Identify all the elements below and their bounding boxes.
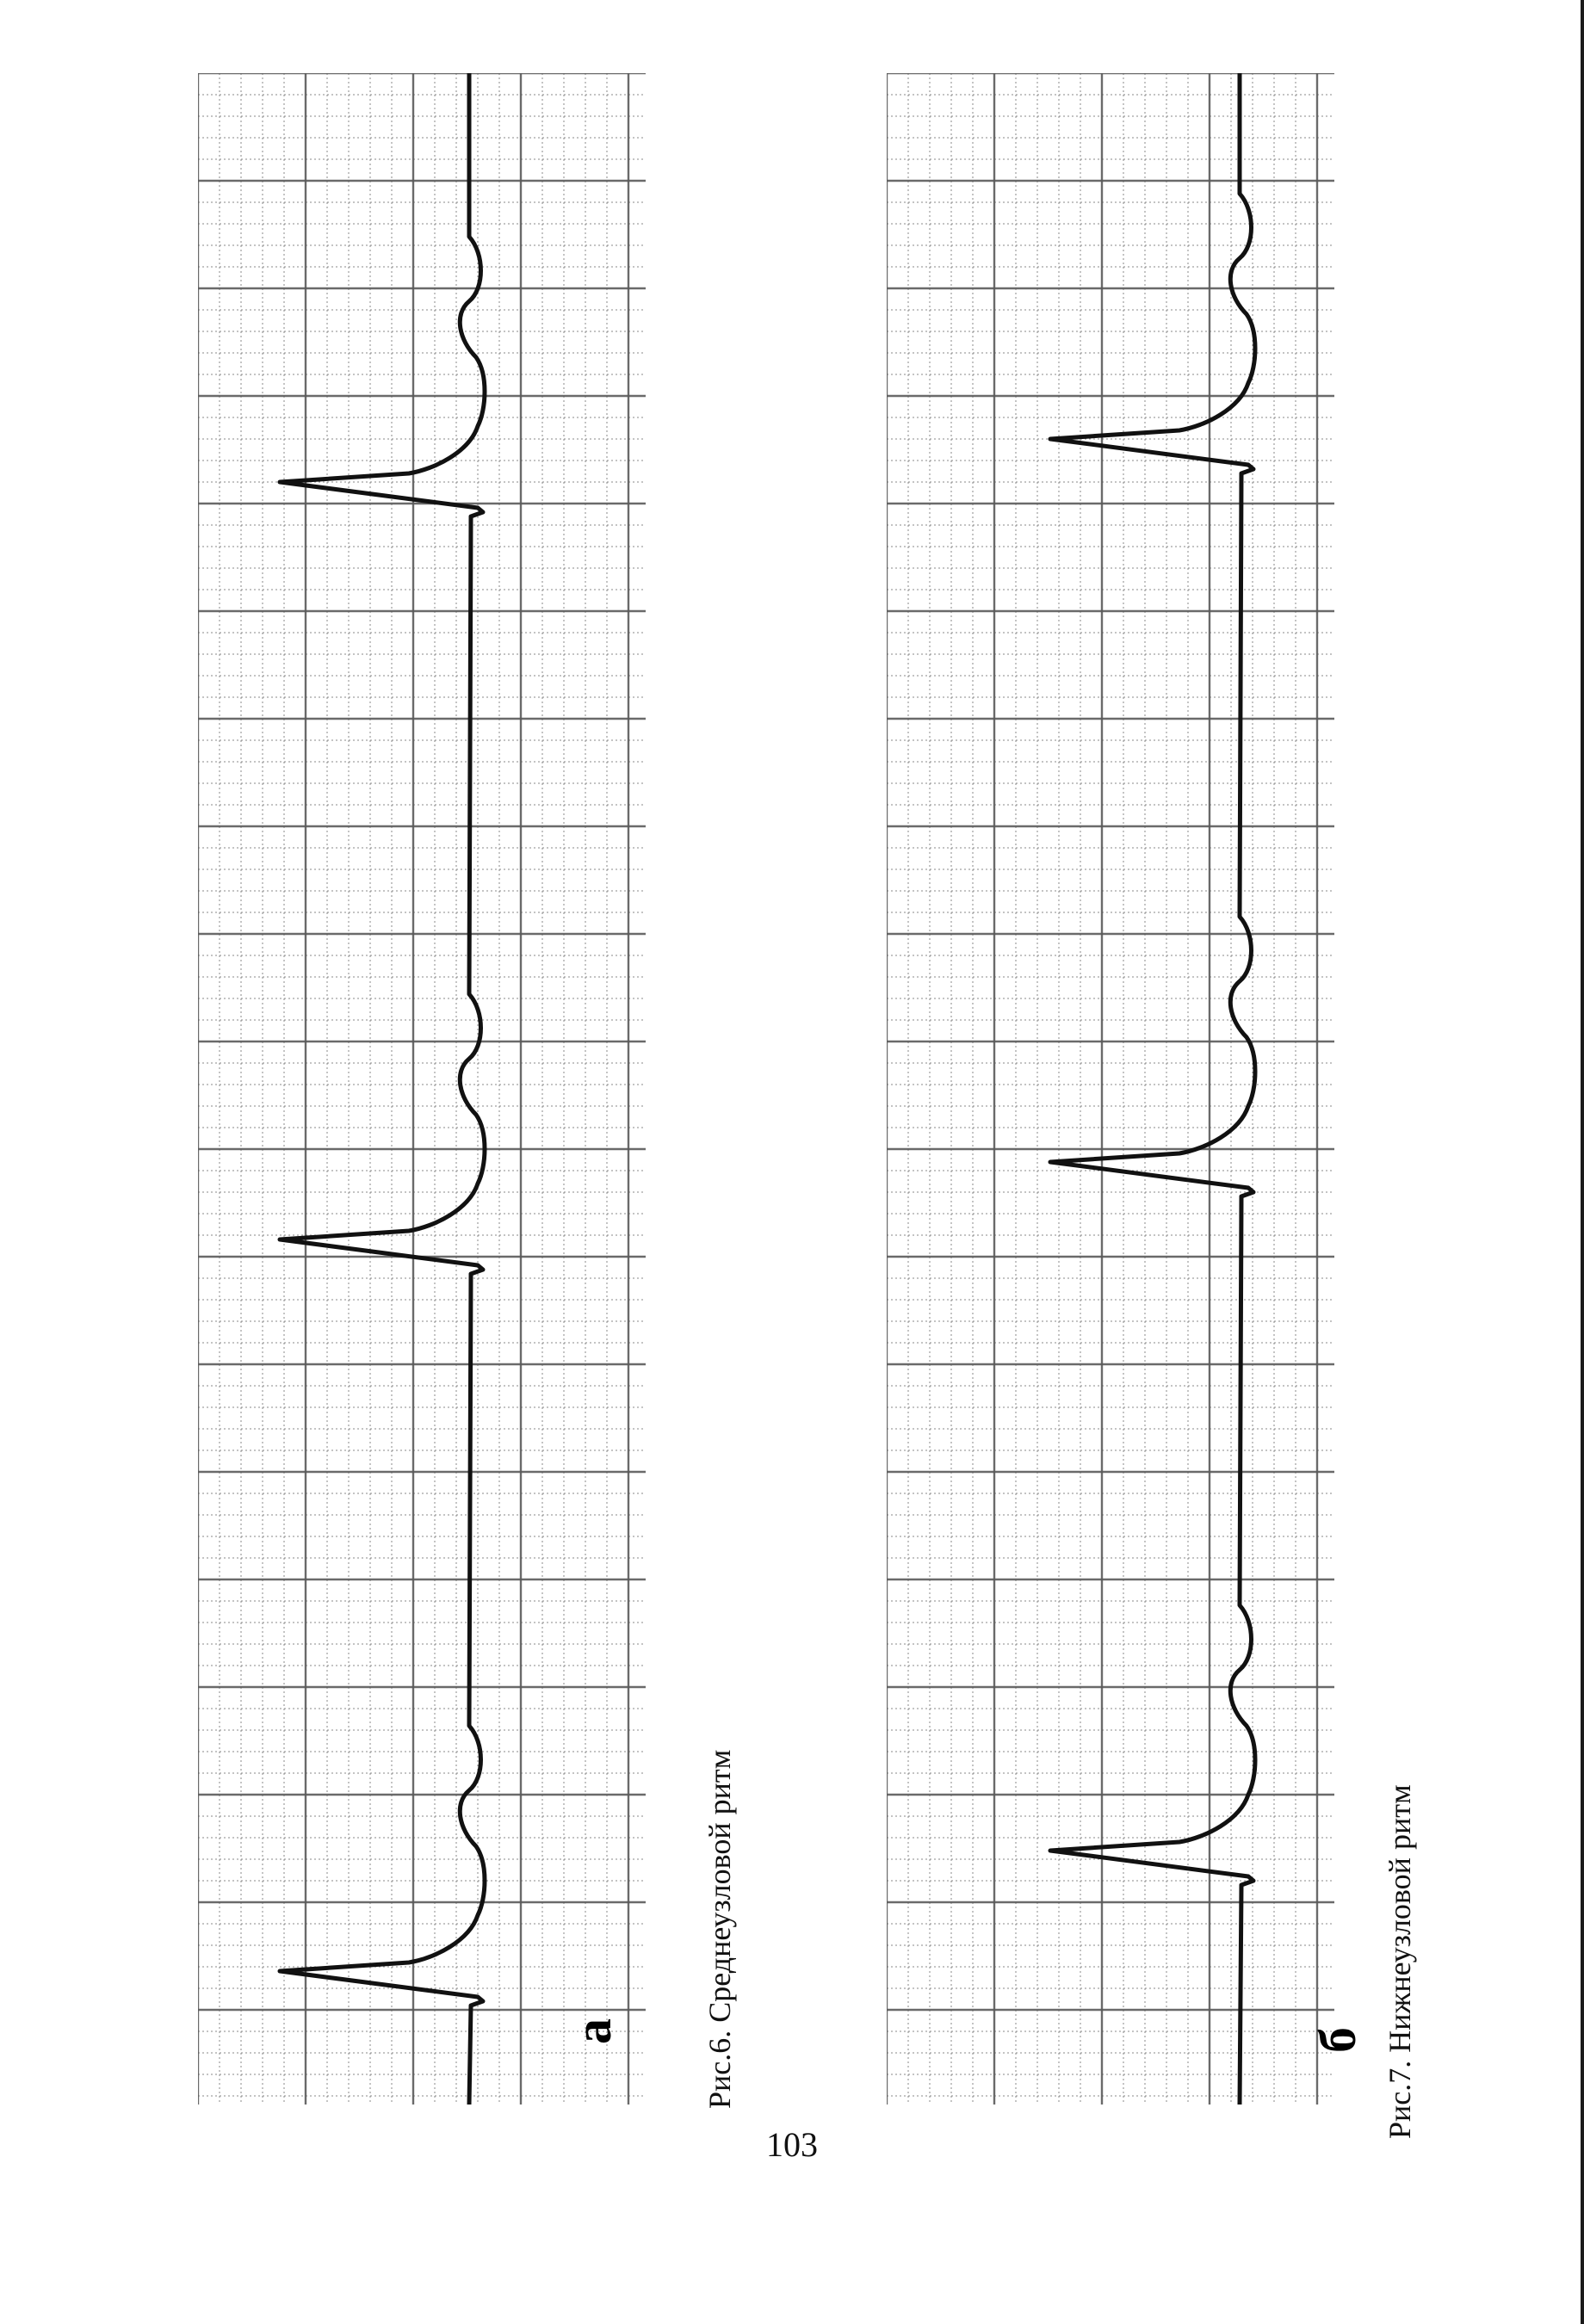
page-number: 103 (766, 2125, 818, 2164)
grid-paper (887, 73, 1334, 2105)
page-edge (1581, 0, 1584, 2324)
ecg-strip-a (198, 73, 646, 2105)
ecg-trace-b (1050, 73, 1255, 2105)
grid-paper (198, 73, 646, 2105)
figure-6-caption: Рис.6. Среднеузловой ритм (702, 1749, 737, 2109)
ecg-strip-b-svg (887, 73, 1334, 2105)
ecg-trace-a (280, 73, 485, 2105)
panel-letter-b: б (1309, 2027, 1366, 2053)
figure-7-caption: Рис.7. Нижнеузловой ритм (1383, 1784, 1417, 2139)
panel-letter-a: а (565, 2018, 622, 2044)
ecg-strip-a-svg (198, 73, 646, 2105)
ecg-strip-b (887, 73, 1334, 2105)
